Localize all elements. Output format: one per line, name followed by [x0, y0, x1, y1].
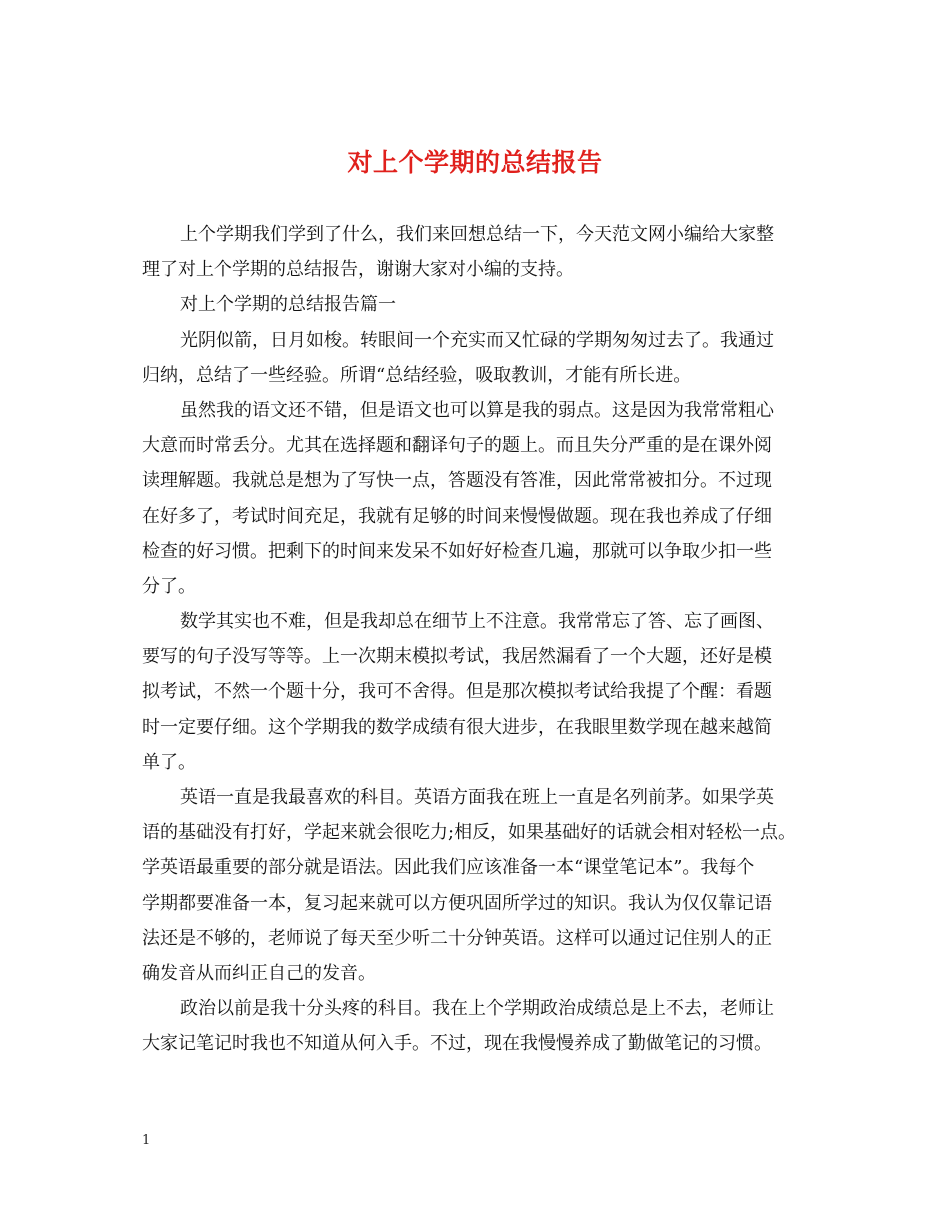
body-text-line: 虽然我的语文还不错，但是语文也可以算是我的弱点。这是因为我常常粗心	[180, 399, 774, 421]
document-body	[142, 217, 832, 1062]
body-text-line: 要写的句子没写等等。上一次期末模拟考试，我居然漏看了一个大题，还好是模	[142, 646, 772, 668]
body-text-line: 时一定要仔细。这个学期我的数学成绩有很大进步，在我眼里数学现在越来越简	[142, 716, 772, 738]
body-text-line: 分了。	[142, 575, 196, 597]
body-text-line: 学期都要准备一本，复习起来就可以方便巩固所学过的知识。我认为仅仅靠记语	[142, 892, 772, 914]
body-text-line: 数学其实也不难，但是我却总在细节上不注意。我常常忘了答、忘了画图、	[180, 611, 774, 633]
body-text-line: 语的基础没有打好，学起来就会很吃力;相反，如果基础好的话就会相对轻松一点。	[142, 822, 797, 844]
body-text-line: 确发音从而纠正自己的发音。	[142, 962, 376, 984]
body-text-line: 大意而时常丢分。尤其在选择题和翻译句子的题上。而且失分严重的是在课外阅	[142, 435, 772, 457]
body-text-line: 对上个学期的总结报告篇一	[180, 294, 396, 316]
body-text-line: 光阴似箭，日月如梭。转眼间一个充实而又忙碌的学期匆匆过去了。我通过	[180, 329, 774, 351]
body-text-line: 检查的好习惯。把剩下的时间来发呆不如好好检查几遍，那就可以争取少扣一些	[142, 540, 772, 562]
body-text-line: 拟考试，不然一个题十分，我可不舍得。但是那次模拟考试给我提了个醒：看题	[142, 681, 772, 703]
body-text-line: 大家记笔记时我也不知道从何入手。不过，现在我慢慢养成了勤做笔记的习惯。	[142, 1033, 772, 1055]
body-text-line: 法还是不够的，老师说了每天至少听二十分钟英语。这样可以通过记住别人的正	[142, 927, 772, 949]
body-text-line: 读理解题。我就总是想为了写快一点，答题没有答准，因此常常被扣分。不过现	[142, 470, 772, 492]
body-text-line: 在好多了，考试时间充足，我就有足够的时间来慢慢做题。现在我也养成了仔细	[142, 505, 772, 527]
body-text-line: 归纳，总结了一些经验。所谓“总结经验，吸取教训，才能有所长进。	[142, 364, 692, 386]
body-text-line: 单了。	[142, 751, 196, 773]
body-text-line: 上个学期我们学到了什么，我们来回想总结一下，今天范文网小编给大家整	[180, 224, 774, 245]
document-title: 对上个学期的总结报告	[347, 148, 603, 177]
page-number: 1	[142, 1133, 151, 1148]
body-text-line: 理了对上个学期的总结报告，谢谢大家对小编的支持。	[142, 259, 574, 281]
body-text-line: 英语一直是我最喜欢的科目。英语方面我在班上一直是名列前茅。如果学英	[180, 787, 774, 808]
body-text-line: 政治以前是我十分头疼的科目。我在上个学期政治成绩总是上不去，老师让	[180, 998, 774, 1020]
body-text-line: 学英语最重要的部分就是语法。因此我们应该准备一本“课堂笔记本”。我每个	[142, 857, 755, 879]
